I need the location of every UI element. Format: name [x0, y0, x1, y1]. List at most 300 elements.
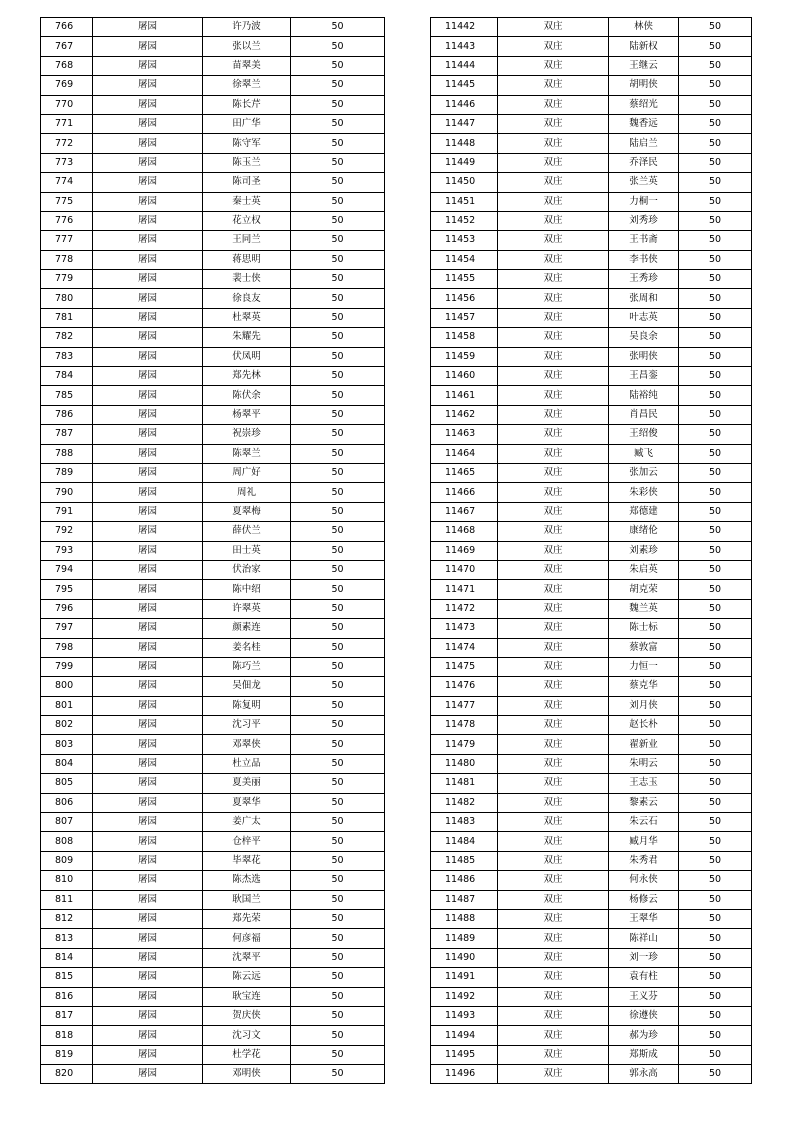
person-name-cell: 陆裕纯	[609, 386, 679, 405]
table-row	[41, 929, 385, 948]
row-number-cell: 11465	[431, 463, 498, 482]
person-name-cell: 王书斋	[609, 231, 679, 250]
amount-cell: 50	[291, 444, 385, 463]
row-number-cell: 11483	[431, 813, 498, 832]
person-name-cell: 陈复明	[203, 696, 291, 715]
row-number-cell: 801	[41, 696, 93, 715]
row-number-cell: 11485	[431, 851, 498, 870]
row-number-cell: 807	[41, 813, 93, 832]
row-number-cell: 774	[41, 173, 93, 192]
table-row	[431, 250, 752, 269]
row-number-cell: 11472	[431, 599, 498, 618]
person-name-cell: 徐良友	[203, 289, 291, 308]
amount-cell: 50	[679, 308, 752, 327]
table-row	[431, 657, 752, 676]
village-name-cell: 屠园	[93, 696, 203, 715]
village-name-cell: 屠园	[93, 619, 203, 638]
table-row	[431, 114, 752, 133]
person-name-cell: 林侠	[609, 18, 679, 37]
village-name-cell: 双庄	[498, 386, 609, 405]
village-name-cell: 屠园	[93, 754, 203, 773]
village-name-cell: 双庄	[498, 677, 609, 696]
row-number-cell: 777	[41, 231, 93, 250]
person-name-cell: 秦士英	[203, 192, 291, 211]
person-name-cell: 朱启英	[609, 560, 679, 579]
village-name-cell: 双庄	[498, 619, 609, 638]
person-name-cell: 沈习文	[203, 1026, 291, 1045]
row-number-cell: 787	[41, 425, 93, 444]
amount-cell: 50	[679, 735, 752, 754]
row-number-cell: 11442	[431, 18, 498, 37]
amount-cell: 50	[291, 909, 385, 928]
table-row	[41, 502, 385, 521]
person-name-cell: 刘月侠	[609, 696, 679, 715]
right-roster-table	[430, 17, 752, 1084]
row-number-cell: 819	[41, 1045, 93, 1064]
person-name-cell: 朱云石	[609, 813, 679, 832]
village-name-cell: 双庄	[498, 463, 609, 482]
amount-cell: 50	[291, 657, 385, 676]
row-number-cell: 11489	[431, 929, 498, 948]
person-name-cell: 陈司圣	[203, 173, 291, 192]
amount-cell: 50	[679, 367, 752, 386]
row-number-cell: 778	[41, 250, 93, 269]
village-name-cell: 双庄	[498, 18, 609, 37]
table-row	[41, 250, 385, 269]
village-name-cell: 屠园	[93, 677, 203, 696]
person-name-cell: 姜名桂	[203, 638, 291, 657]
village-name-cell: 屠园	[93, 231, 203, 250]
table-row	[41, 832, 385, 851]
person-name-cell: 沈翠平	[203, 948, 291, 967]
person-name-cell: 王继云	[609, 56, 679, 75]
table-row	[41, 560, 385, 579]
row-number-cell: 810	[41, 871, 93, 890]
row-number-cell: 813	[41, 929, 93, 948]
person-name-cell: 刘一珍	[609, 948, 679, 967]
amount-cell: 50	[679, 425, 752, 444]
amount-cell: 50	[679, 619, 752, 638]
amount-cell: 50	[679, 522, 752, 541]
amount-cell: 50	[679, 37, 752, 56]
village-name-cell: 屠园	[93, 134, 203, 153]
village-name-cell: 双庄	[498, 871, 609, 890]
person-name-cell: 吴佃龙	[203, 677, 291, 696]
row-number-cell: 800	[41, 677, 93, 696]
village-name-cell: 双庄	[498, 153, 609, 172]
village-name-cell: 双庄	[498, 250, 609, 269]
row-number-cell: 11461	[431, 386, 498, 405]
village-name-cell: 屠园	[93, 1065, 203, 1084]
amount-cell: 50	[291, 677, 385, 696]
amount-cell: 50	[679, 386, 752, 405]
row-number-cell: 11478	[431, 716, 498, 735]
person-name-cell: 陈云远	[203, 968, 291, 987]
village-name-cell: 屠园	[93, 18, 203, 37]
table-row	[41, 657, 385, 676]
table-row	[431, 1006, 752, 1025]
person-name-cell: 杜立品	[203, 754, 291, 773]
table-row	[41, 909, 385, 928]
table-row	[431, 871, 752, 890]
table-row	[431, 987, 752, 1006]
amount-cell: 50	[291, 1026, 385, 1045]
person-name-cell: 刘秀珍	[609, 211, 679, 230]
amount-cell: 50	[291, 114, 385, 133]
amount-cell: 50	[291, 871, 385, 890]
person-name-cell: 王同兰	[203, 231, 291, 250]
amount-cell: 50	[291, 153, 385, 172]
amount-cell: 50	[679, 774, 752, 793]
person-name-cell: 耿国兰	[203, 890, 291, 909]
table-row	[431, 367, 752, 386]
table-row	[41, 231, 385, 250]
row-number-cell: 11444	[431, 56, 498, 75]
row-number-cell: 796	[41, 599, 93, 618]
table-row	[431, 483, 752, 502]
amount-cell: 50	[291, 541, 385, 560]
village-name-cell: 双庄	[498, 192, 609, 211]
amount-cell: 50	[291, 463, 385, 482]
person-name-cell: 许翠英	[203, 599, 291, 618]
person-name-cell: 张兰英	[609, 173, 679, 192]
row-number-cell: 814	[41, 948, 93, 967]
amount-cell: 50	[679, 211, 752, 230]
person-name-cell: 杨修云	[609, 890, 679, 909]
person-name-cell: 郑先荣	[203, 909, 291, 928]
person-name-cell: 朱明云	[609, 754, 679, 773]
table-row	[431, 968, 752, 987]
person-name-cell: 翟新业	[609, 735, 679, 754]
row-number-cell: 794	[41, 560, 93, 579]
village-name-cell: 双庄	[498, 929, 609, 948]
amount-cell: 50	[291, 250, 385, 269]
row-number-cell: 11476	[431, 677, 498, 696]
person-name-cell: 杜翠英	[203, 308, 291, 327]
table-row	[41, 677, 385, 696]
table-row	[431, 638, 752, 657]
row-number-cell: 11491	[431, 968, 498, 987]
row-number-cell: 776	[41, 211, 93, 230]
amount-cell: 50	[679, 851, 752, 870]
person-name-cell: 徐翠兰	[203, 76, 291, 95]
person-name-cell: 陆启兰	[609, 134, 679, 153]
person-name-cell: 周广好	[203, 463, 291, 482]
table-row	[431, 95, 752, 114]
row-number-cell: 775	[41, 192, 93, 211]
amount-cell: 50	[291, 192, 385, 211]
person-name-cell: 陈中绍	[203, 580, 291, 599]
amount-cell: 50	[679, 231, 752, 250]
table-row	[41, 1065, 385, 1084]
village-name-cell: 屠园	[93, 386, 203, 405]
table-row	[431, 463, 752, 482]
amount-cell: 50	[679, 1026, 752, 1045]
row-number-cell: 11496	[431, 1065, 498, 1084]
person-name-cell: 张周和	[609, 289, 679, 308]
row-number-cell: 820	[41, 1065, 93, 1084]
row-number-cell: 817	[41, 1006, 93, 1025]
village-name-cell: 屠园	[93, 929, 203, 948]
row-number-cell: 11460	[431, 367, 498, 386]
amount-cell: 50	[679, 813, 752, 832]
row-number-cell: 11454	[431, 250, 498, 269]
row-number-cell: 11443	[431, 37, 498, 56]
amount-cell: 50	[291, 483, 385, 502]
person-name-cell: 夏美丽	[203, 774, 291, 793]
amount-cell: 50	[291, 328, 385, 347]
person-name-cell: 蔡绍光	[609, 95, 679, 114]
village-name-cell: 屠园	[93, 192, 203, 211]
row-number-cell: 811	[41, 890, 93, 909]
table-row	[431, 754, 752, 773]
row-number-cell: 11492	[431, 987, 498, 1006]
village-name-cell: 屠园	[93, 76, 203, 95]
table-row	[41, 716, 385, 735]
table-row	[41, 1006, 385, 1025]
table-row	[431, 1045, 752, 1064]
table-row	[431, 580, 752, 599]
table-row	[41, 347, 385, 366]
person-name-cell: 朱秀君	[609, 851, 679, 870]
amount-cell: 50	[679, 968, 752, 987]
amount-cell: 50	[679, 754, 752, 773]
amount-cell: 50	[291, 308, 385, 327]
row-number-cell: 11482	[431, 793, 498, 812]
person-name-cell: 郝为珍	[609, 1026, 679, 1045]
row-number-cell: 11459	[431, 347, 498, 366]
village-name-cell: 屠园	[93, 483, 203, 502]
village-name-cell: 双庄	[498, 483, 609, 502]
row-number-cell: 11493	[431, 1006, 498, 1025]
village-name-cell: 双庄	[498, 1045, 609, 1064]
village-name-cell: 双庄	[498, 173, 609, 192]
table-row	[431, 541, 752, 560]
village-name-cell: 双庄	[498, 522, 609, 541]
village-name-cell: 双庄	[498, 76, 609, 95]
table-row	[431, 134, 752, 153]
row-number-cell: 11455	[431, 270, 498, 289]
amount-cell: 50	[679, 153, 752, 172]
row-number-cell: 11467	[431, 502, 498, 521]
person-name-cell: 王翠华	[609, 909, 679, 928]
village-name-cell: 屠园	[93, 308, 203, 327]
village-name-cell: 双庄	[498, 347, 609, 366]
row-number-cell: 785	[41, 386, 93, 405]
table-row	[41, 56, 385, 75]
table-row	[41, 308, 385, 327]
table-row	[431, 211, 752, 230]
amount-cell: 50	[679, 289, 752, 308]
amount-cell: 50	[679, 502, 752, 521]
village-name-cell: 双庄	[498, 231, 609, 250]
table-row	[431, 619, 752, 638]
row-number-cell: 11447	[431, 114, 498, 133]
village-name-cell: 屠园	[93, 114, 203, 133]
village-name-cell: 双庄	[498, 580, 609, 599]
table-row	[41, 95, 385, 114]
village-name-cell: 双庄	[498, 948, 609, 967]
table-row	[41, 890, 385, 909]
village-name-cell: 屠园	[93, 968, 203, 987]
amount-cell: 50	[679, 948, 752, 967]
amount-cell: 50	[679, 871, 752, 890]
person-name-cell: 胡明侠	[609, 76, 679, 95]
table-row	[41, 754, 385, 773]
person-name-cell: 黎素云	[609, 793, 679, 812]
row-number-cell: 11484	[431, 832, 498, 851]
row-number-cell: 11486	[431, 871, 498, 890]
person-name-cell: 耿宝连	[203, 987, 291, 1006]
amount-cell: 50	[679, 192, 752, 211]
table-row	[41, 289, 385, 308]
person-name-cell: 姜广太	[203, 813, 291, 832]
row-number-cell: 11468	[431, 522, 498, 541]
amount-cell: 50	[679, 76, 752, 95]
table-row	[41, 405, 385, 424]
table-row	[431, 1026, 752, 1045]
amount-cell: 50	[291, 813, 385, 832]
row-number-cell: 809	[41, 851, 93, 870]
amount-cell: 50	[291, 1045, 385, 1064]
village-name-cell: 屠园	[93, 444, 203, 463]
amount-cell: 50	[291, 754, 385, 773]
table-row	[41, 386, 385, 405]
table-row	[431, 444, 752, 463]
village-name-cell: 屠园	[93, 367, 203, 386]
village-name-cell: 双庄	[498, 444, 609, 463]
row-number-cell: 11452	[431, 211, 498, 230]
village-name-cell: 屠园	[93, 56, 203, 75]
person-name-cell: 魏香远	[609, 114, 679, 133]
row-number-cell: 784	[41, 367, 93, 386]
person-name-cell: 张明侠	[609, 347, 679, 366]
person-name-cell: 张加云	[609, 463, 679, 482]
village-name-cell: 屠园	[93, 173, 203, 192]
table-row	[41, 638, 385, 657]
table-row	[431, 18, 752, 37]
person-name-cell: 王昌銮	[609, 367, 679, 386]
person-name-cell: 陈翠兰	[203, 444, 291, 463]
village-name-cell: 双庄	[498, 774, 609, 793]
village-name-cell: 双庄	[498, 1006, 609, 1025]
table-row	[41, 619, 385, 638]
amount-cell: 50	[291, 560, 385, 579]
person-name-cell: 徐遵侠	[609, 1006, 679, 1025]
row-number-cell: 11474	[431, 638, 498, 657]
row-number-cell: 786	[41, 405, 93, 424]
amount-cell: 50	[679, 270, 752, 289]
table-row	[431, 270, 752, 289]
table-row	[41, 948, 385, 967]
village-name-cell: 屠园	[93, 948, 203, 967]
table-row	[41, 37, 385, 56]
village-name-cell: 屠园	[93, 987, 203, 1006]
amount-cell: 50	[679, 328, 752, 347]
person-name-cell: 仓梓平	[203, 832, 291, 851]
row-number-cell: 11449	[431, 153, 498, 172]
person-name-cell: 夏翠梅	[203, 502, 291, 521]
amount-cell: 50	[679, 173, 752, 192]
village-name-cell: 屠园	[93, 813, 203, 832]
table-row	[431, 522, 752, 541]
village-name-cell: 双庄	[498, 425, 609, 444]
amount-cell: 50	[291, 425, 385, 444]
person-name-cell: 蒋思明	[203, 250, 291, 269]
table-row	[41, 463, 385, 482]
person-name-cell: 吴良余	[609, 328, 679, 347]
row-number-cell: 11445	[431, 76, 498, 95]
amount-cell: 50	[291, 774, 385, 793]
row-number-cell: 773	[41, 153, 93, 172]
amount-cell: 50	[679, 347, 752, 366]
amount-cell: 50	[679, 483, 752, 502]
row-number-cell: 11487	[431, 890, 498, 909]
row-number-cell: 805	[41, 774, 93, 793]
table-row	[431, 231, 752, 250]
person-name-cell: 许乃波	[203, 18, 291, 37]
row-number-cell: 768	[41, 56, 93, 75]
person-name-cell: 陈杰选	[203, 871, 291, 890]
amount-cell: 50	[679, 580, 752, 599]
amount-cell: 50	[291, 1065, 385, 1084]
person-name-cell: 田广华	[203, 114, 291, 133]
village-name-cell: 屠园	[93, 851, 203, 870]
amount-cell: 50	[679, 793, 752, 812]
person-name-cell: 朱彩侠	[609, 483, 679, 502]
amount-cell: 50	[291, 851, 385, 870]
amount-cell: 50	[679, 463, 752, 482]
table-row	[41, 599, 385, 618]
amount-cell: 50	[679, 250, 752, 269]
person-name-cell: 沈习平	[203, 716, 291, 735]
person-name-cell: 何永侠	[609, 871, 679, 890]
person-name-cell: 赵长朴	[609, 716, 679, 735]
village-name-cell: 屠园	[93, 347, 203, 366]
person-name-cell: 薛伏兰	[203, 522, 291, 541]
village-name-cell: 屠园	[93, 1045, 203, 1064]
row-number-cell: 11479	[431, 735, 498, 754]
table-row	[41, 793, 385, 812]
amount-cell: 50	[679, 909, 752, 928]
row-number-cell: 795	[41, 580, 93, 599]
amount-cell: 50	[679, 987, 752, 1006]
amount-cell: 50	[291, 211, 385, 230]
amount-cell: 50	[291, 968, 385, 987]
table-row	[41, 211, 385, 230]
row-number-cell: 11477	[431, 696, 498, 715]
amount-cell: 50	[679, 114, 752, 133]
row-number-cell: 792	[41, 522, 93, 541]
table-row	[41, 1045, 385, 1064]
table-row	[41, 173, 385, 192]
table-row	[431, 677, 752, 696]
amount-cell: 50	[291, 347, 385, 366]
row-number-cell: 11451	[431, 192, 498, 211]
person-name-cell: 魏兰英	[609, 599, 679, 618]
table-row	[431, 1065, 752, 1084]
village-name-cell: 双庄	[498, 1065, 609, 1084]
person-name-cell: 陈士标	[609, 619, 679, 638]
village-name-cell: 双庄	[498, 851, 609, 870]
amount-cell: 50	[679, 929, 752, 948]
person-name-cell: 郑斯成	[609, 1045, 679, 1064]
table-row	[41, 968, 385, 987]
person-name-cell: 伏凤明	[203, 347, 291, 366]
amount-cell: 50	[679, 560, 752, 579]
left-roster-table	[40, 17, 385, 1084]
village-name-cell: 双庄	[498, 95, 609, 114]
